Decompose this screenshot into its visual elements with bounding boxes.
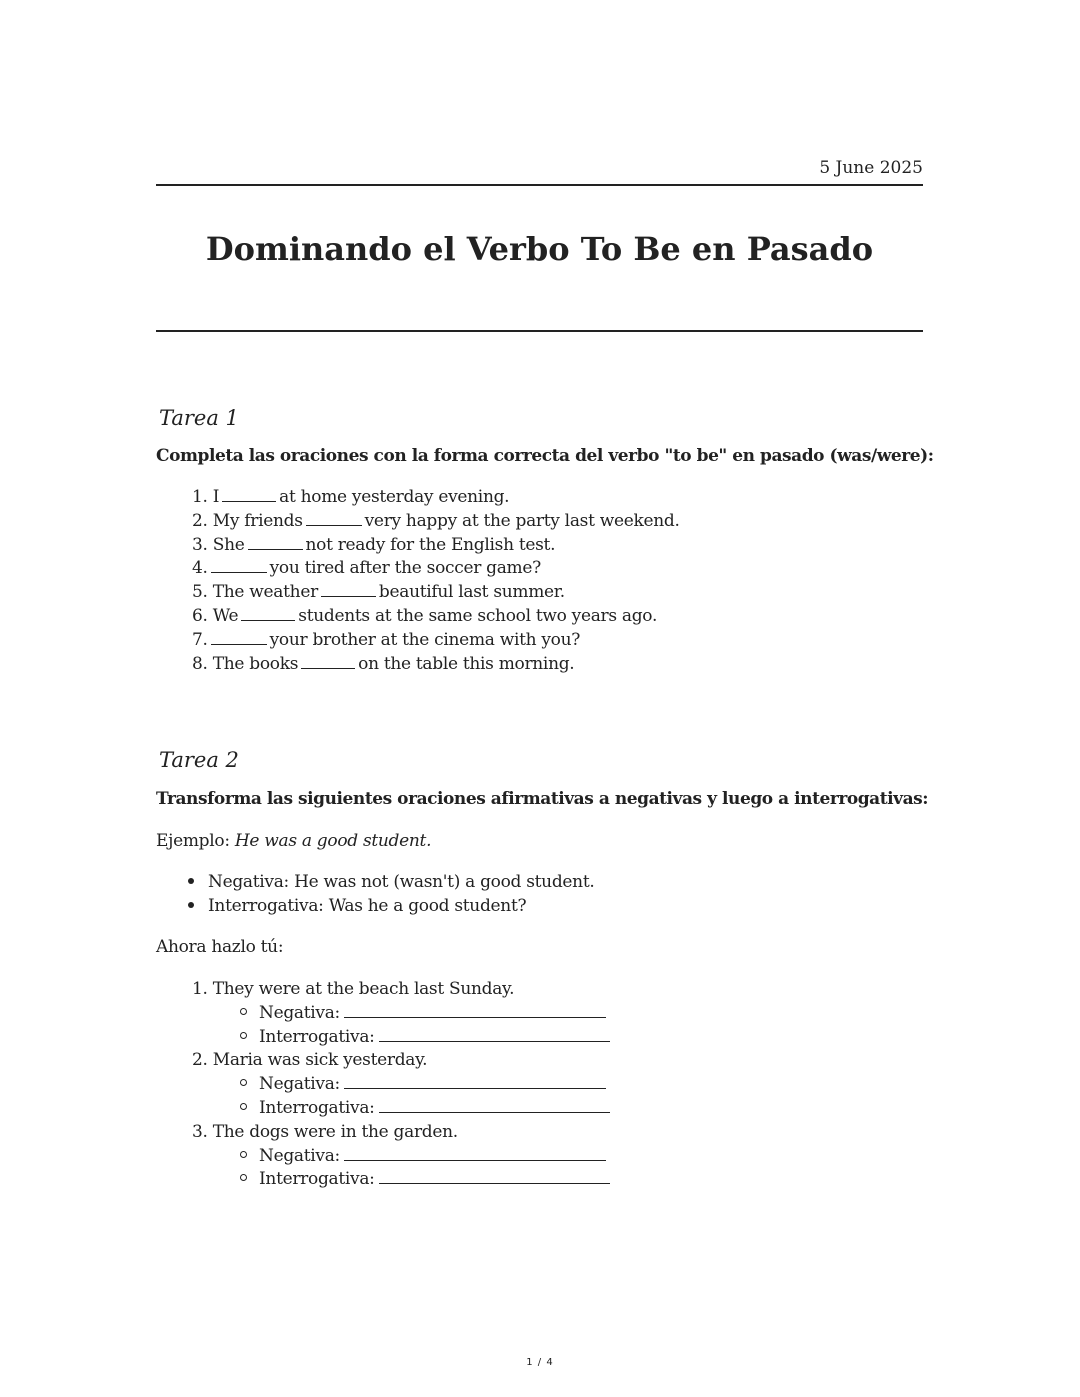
negative-label: Negativa: bbox=[259, 1145, 340, 1166]
negative-label: Negativa: bbox=[259, 1074, 340, 1095]
task2-instruction: Transforma las siguientes oraciones afirmativas a negativas y luego a interrogativas: bbox=[156, 789, 929, 809]
circle-bullet-icon bbox=[240, 1174, 247, 1181]
example-list bbox=[188, 871, 594, 919]
item-text-after: at home yesterday evening. bbox=[279, 487, 510, 507]
answer-blank[interactable] bbox=[211, 630, 267, 645]
interrogative-answer-line[interactable] bbox=[379, 1098, 610, 1113]
list-item bbox=[192, 1145, 610, 1169]
item-text-after: your brother at the cinema with you? bbox=[269, 629, 581, 650]
circle-bullet-icon bbox=[240, 1151, 247, 1158]
list-item bbox=[192, 486, 680, 510]
list-item bbox=[188, 871, 594, 895]
item-number: 2. bbox=[192, 510, 208, 531]
item-number: 3. bbox=[192, 534, 208, 555]
interrogative-label: Interrogativa: bbox=[259, 1026, 375, 1047]
circle-bullet-icon bbox=[240, 1079, 247, 1086]
list-item bbox=[192, 557, 680, 581]
item-number: 2. bbox=[192, 1050, 208, 1071]
task1-instruction: Completa las oraciones con la forma correcta del verbo "to be" en pasado (was/were): bbox=[156, 446, 934, 466]
bullet-icon bbox=[188, 902, 194, 908]
item-number: 6. bbox=[192, 605, 208, 626]
negative-answer-line[interactable] bbox=[344, 1146, 606, 1161]
list-item bbox=[192, 1073, 610, 1097]
negative-answer-line[interactable] bbox=[344, 1003, 606, 1018]
list-item bbox=[192, 1002, 610, 1026]
bullet-icon bbox=[188, 878, 194, 884]
list-item bbox=[192, 1121, 610, 1145]
interrogative-label: Interrogativa: bbox=[259, 1169, 375, 1190]
item-text-before: She bbox=[212, 534, 245, 555]
negative-answer-line[interactable] bbox=[344, 1074, 606, 1089]
list-item bbox=[192, 629, 680, 653]
item-number: 3. bbox=[192, 1121, 208, 1142]
task2-heading: Tarea 2 bbox=[159, 748, 239, 772]
item-text-before: The weather bbox=[212, 582, 318, 603]
interrogative-label: Interrogativa: bbox=[259, 1097, 375, 1118]
example-interrogative: Interrogativa: Was he a good student? bbox=[208, 895, 527, 916]
list-item bbox=[192, 510, 680, 534]
interrogative-answer-line[interactable] bbox=[379, 1169, 610, 1184]
item-number: 4. bbox=[192, 558, 208, 579]
answer-blank[interactable] bbox=[321, 582, 376, 597]
item-text-before: We bbox=[212, 605, 239, 626]
answer-blank[interactable] bbox=[248, 535, 303, 550]
date-label: 5 June 2025 bbox=[819, 158, 923, 178]
list-item bbox=[192, 1168, 610, 1192]
item-text-after: on the table this morning. bbox=[358, 653, 575, 674]
answer-blank[interactable] bbox=[306, 511, 362, 526]
item-number: 1. bbox=[192, 979, 208, 999]
item-text-before: My friends bbox=[212, 510, 303, 531]
item-text-before: The books bbox=[212, 653, 299, 674]
list-item bbox=[192, 1049, 610, 1073]
list-item bbox=[192, 978, 610, 1002]
answer-blank[interactable] bbox=[211, 558, 267, 573]
task1-heading: Tarea 1 bbox=[159, 406, 239, 430]
answer-blank[interactable] bbox=[301, 654, 355, 669]
list-item bbox=[192, 581, 680, 605]
circle-bullet-icon bbox=[240, 1032, 247, 1039]
header-rule bbox=[156, 184, 923, 186]
exercise-sentence: Maria was sick yesterday. bbox=[212, 1050, 428, 1071]
page-number: 1 / 4 bbox=[526, 1357, 554, 1368]
circle-bullet-icon bbox=[240, 1008, 247, 1015]
item-number: 1. bbox=[192, 487, 208, 507]
exercise-sentence: They were at the beach last Sunday. bbox=[212, 979, 515, 999]
answer-blank[interactable] bbox=[222, 487, 276, 502]
task1-list bbox=[192, 486, 680, 676]
example-label: Ejemplo: bbox=[156, 831, 230, 851]
item-text-after: you tired after the soccer game? bbox=[269, 558, 541, 579]
item-number: 8. bbox=[192, 653, 208, 674]
list-item bbox=[192, 1026, 610, 1050]
item-text-after: not ready for the English test. bbox=[305, 534, 556, 555]
item-text-after: students at the same school two years ago. bbox=[298, 605, 658, 626]
item-text-after: very happy at the party last weekend. bbox=[364, 510, 680, 531]
item-number: 5. bbox=[192, 582, 208, 603]
task2-list bbox=[192, 978, 610, 1192]
answer-blank[interactable] bbox=[241, 606, 295, 621]
now-label: Ahora hazlo tú: bbox=[156, 937, 284, 957]
item-number: 7. bbox=[192, 629, 208, 650]
title-rule bbox=[156, 330, 923, 332]
example-line bbox=[156, 829, 431, 853]
list-item bbox=[192, 653, 680, 677]
list-item bbox=[192, 534, 680, 558]
example-sentence: He was a good student. bbox=[234, 831, 432, 851]
item-text-after: beautiful last summer. bbox=[378, 582, 565, 603]
item-text-before: I bbox=[212, 487, 220, 507]
circle-bullet-icon bbox=[240, 1103, 247, 1110]
exercise-sentence: The dogs were in the garden. bbox=[212, 1121, 458, 1142]
list-item bbox=[192, 605, 680, 629]
negative-label: Negativa: bbox=[259, 1002, 340, 1023]
interrogative-answer-line[interactable] bbox=[379, 1027, 610, 1042]
page-title: Dominando el Verbo To Be en Pasado bbox=[205, 230, 874, 268]
list-item bbox=[188, 895, 594, 919]
example-negative: Negativa: He was not (wasn't) a good student. bbox=[208, 872, 595, 892]
list-item bbox=[192, 1097, 610, 1121]
